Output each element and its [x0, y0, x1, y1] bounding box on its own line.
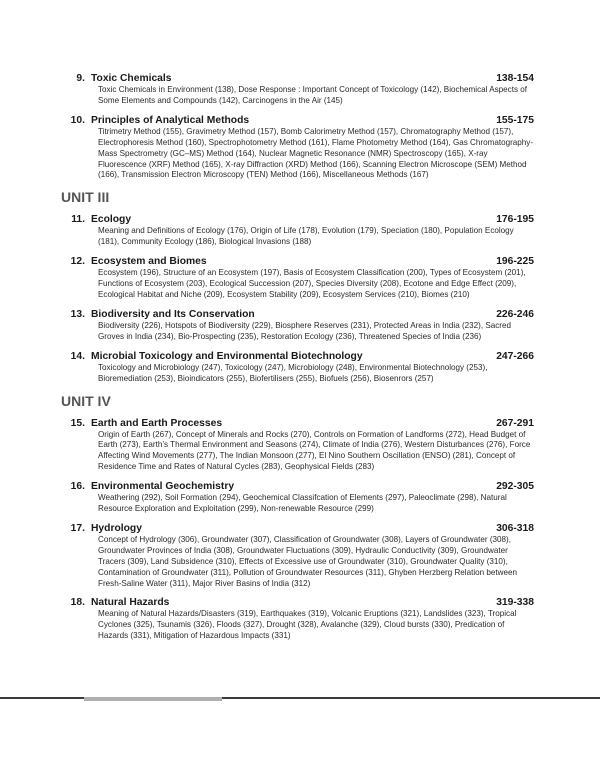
- chapter-title: Toxic Chemicals: [91, 73, 172, 84]
- entry-heading: [64, 308, 534, 321]
- toc-entry: [64, 72, 534, 107]
- unit-heading: UNIT III: [61, 189, 110, 206]
- chapter-number: 12.: [70, 256, 85, 268]
- chapter-number: 13.: [70, 308, 85, 320]
- toc-entry: [64, 213, 534, 248]
- chapter-title: Biodiversity and Its Conservation: [91, 308, 255, 320]
- chapter-number: 16.: [70, 481, 85, 493]
- chapter-title: Natural Hazards: [91, 597, 170, 609]
- chapter-title: Microbial Toxicology and Environmental Biotechnology: [91, 350, 363, 362]
- chapter-number: 9.: [76, 73, 85, 84]
- toc-entry: [64, 255, 534, 301]
- chapter-topics: Toxic Chemicals in Environment (138), Dose Response : Important Concept of Toxicology (142), Biochemical Aspects of Some Elements and Compounds (142), Carcinogens in the Air (145): [98, 85, 528, 105]
- toc-entry: [64, 417, 534, 474]
- table-of-contents: [61, 72, 534, 649]
- chapter-number: 14.: [70, 350, 85, 362]
- chapter-number: 18.: [70, 597, 85, 609]
- chapter-topics: Meaning and Definitions of Ecology (176), Origin of Life (178), Evolution (179), Speciation (180), Population Ecology (181), Community Ecology (186), Biological Invasions (188): [98, 226, 514, 247]
- entry-heading: [64, 255, 534, 268]
- chapter-title: Ecosystem and Biomes: [91, 256, 207, 268]
- chapter-topics: Weathering (292), Soil Formation (294), Geochemical Classifcation of Elements (297), Paleoclimate (298), Natural Resource Exploration and Exploitation (299), Non-renewable Resource (299): [98, 493, 507, 514]
- chapter-number: 10.: [70, 114, 85, 126]
- chapter-title: Environmental Geochemistry: [91, 481, 235, 493]
- page-range: 155-175: [496, 114, 534, 126]
- chapter-topics: Meaning of Natural Hazards/Disasters (319), Earthquakes (319), Volcanic Eruptions (321), Landslides (323), Tropical Cyclones (325), Tsunamis (326), Floods (327), Drought (328), Avalanche (329), Cloud bursts (330), Predication of Hazards (331), Mitigation of Hazardous Impacts (331): [98, 609, 517, 641]
- page-range: 138-154: [496, 73, 534, 84]
- footer-rule-accent: [84, 697, 222, 701]
- entry-heading: [64, 522, 534, 535]
- page-range: 267-291: [496, 417, 534, 429]
- toc-entry: [64, 596, 534, 642]
- entry-heading: [64, 596, 534, 609]
- chapter-topics: Biodiversity (226), Hotspots of Biodiversity (229), Biosphere Reserves (231), Protected Areas in India (232), Sacred Groves in India (234), Bio-Prospecting (235), Restoration Ecology (236), Threatened Species of India (236): [98, 320, 511, 341]
- chapter-title: Hydrology: [91, 522, 142, 534]
- toc-entry: [64, 350, 534, 385]
- chapter-title: Ecology: [91, 214, 132, 226]
- toc-entry: [64, 308, 534, 343]
- page-range: 319-338: [496, 597, 534, 609]
- toc-entry: [64, 114, 534, 182]
- page-range: 306-318: [496, 522, 534, 534]
- entry-heading: [64, 213, 534, 226]
- page-range: 196-225: [496, 256, 534, 268]
- chapter-title: Principles of Analytical Methods: [91, 114, 250, 126]
- entry-heading: [64, 480, 534, 493]
- chapter-number: 17.: [70, 522, 85, 534]
- page-range: 176-195: [496, 214, 534, 226]
- unit-heading: UNIT IV: [61, 392, 111, 409]
- chapter-topics: Concept of Hydrology (306), Groundwater (307), Classification of Groundwater (308), Layers of Groundwater (308), Groundwater Provinces of India (308), Groundwater Fluctuations (309), Hydraulic Conductivity (309), Groundwater Tracers (309), Land Subsidence (310), Effects of Excessive use of Groundwater (310), Groundwater Quality (310), Contamination of Groundwater (311), Pollution of Groundwater Resources (311), Ghyben Herzberg Relation between Fresh-Saline Water (311), Major River Basins of India (312): [98, 534, 518, 588]
- page-range: 292-305: [496, 481, 534, 493]
- entry-heading: [64, 350, 534, 363]
- toc-entry: [64, 522, 534, 590]
- chapter-topics: Origin of Earth (267), Concept of Minerals and Rocks (270), Controls on Formation of Landforms (272), Head Budget of Earth (273), Earth’s Thermal Environment and Seasons (274), Climate of India (276), Western Disturbances (276), Force Affecting Wind Movements (277), The Indian Monsoon (277), El Nino Southern Oscillation (ENSO) (281), Concept of Residence Time and Rates of Natural Cycles (283), Geophysical Fields (283): [98, 429, 531, 472]
- chapter-number: 11.: [71, 214, 85, 226]
- chapter-number: 15.: [70, 417, 85, 429]
- page-range: 226-246: [496, 308, 534, 320]
- chapter-title: Earth and Earth Processes: [91, 417, 223, 429]
- toc-entry: [64, 480, 534, 515]
- entry-heading: [64, 417, 534, 430]
- chapter-topics: Toxicology and Microbiology (247), Toxicology (247), Microbiology (248), Environmental Biotechnology (253), Bioremediation (253), Bioindicators (255), Biofertilisers (255), Biofuels (256), Biosenrors (257): [98, 362, 488, 383]
- chapter-topics: Titrimetry Method (155), Gravimetry Method (157), Bomb Calorimetry Method (157), Chromatography Method (157), Electrophoresis Method (160), Spectrophotometry Method (161), Flame Photometry Method (164), Gas Chromatography-Mass Spectrometry (GC–MS) Method (164), Nuclear Magnetic Resonance (NMR) Spectroscopy (165), X-ray Fluorescence (XRF) Method (165), X-ray Diffraction (XRD) Method (166), Scanning Electron Microscope (SEM) Method (166), Transmission Electron Microscopy (TEN) Method (166), Miscellaneous Methods (167): [98, 126, 534, 180]
- page-range: 247-266: [496, 350, 534, 362]
- entry-heading: [64, 72, 534, 85]
- entry-heading: [64, 114, 534, 127]
- chapter-topics: Ecosystem (196), Structure of an Ecosystem (197), Basis of Ecosystem Classification (200), Types of Ecosystem (201), Functions of Ecosystem (203), Ecological Succession (207), Species Diversity (208), Ecotone and Edge Effect (209), Ecological Habitat and Niche (209), Ecosystem Stability (209), Ecosystem Services (210), Biomes (210): [98, 268, 526, 299]
